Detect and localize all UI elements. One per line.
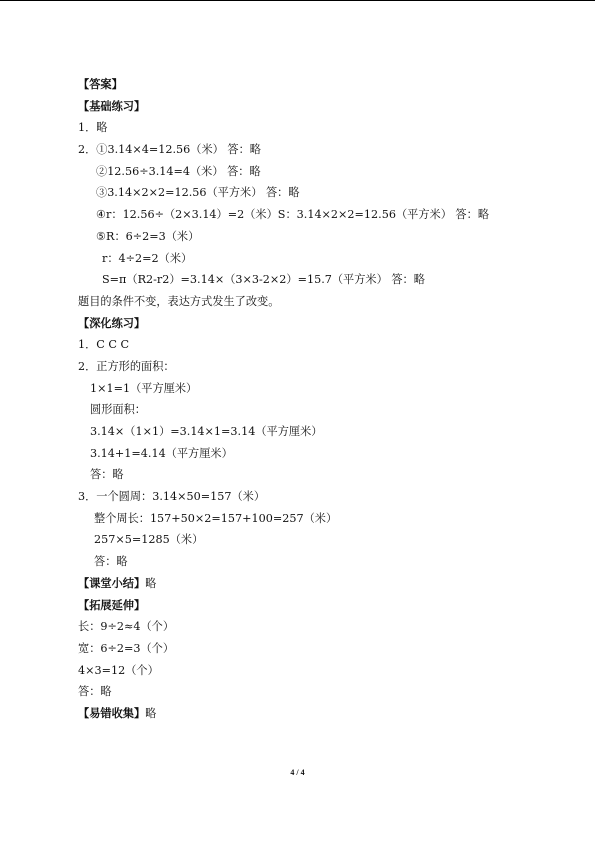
- answer-line: 长：9÷2≈4（个）: [78, 620, 175, 634]
- answer-line: 1．略: [78, 121, 108, 135]
- top-border-line: [0, 0, 595, 1]
- section-heading-deepening-practice: 【深化练习】: [78, 315, 146, 330]
- answer-line: 3.14×（1×1）=3.14×1=3.14（平方厘米）: [90, 425, 323, 438]
- answer-line: 257×5=1285（米）: [94, 533, 204, 547]
- answer-line: 整个周长：157+50×2=157+100=257（米）: [94, 511, 338, 525]
- answer-line: 题目的条件不变，表达方式发生了改变。: [78, 294, 280, 308]
- answer-document: [78, 74, 538, 725]
- answer-line: 圆形面积：: [90, 403, 146, 417]
- answer-line: 2．正方形的面积：: [78, 359, 175, 373]
- section-heading-basic-practice: 【基础练习】: [78, 98, 146, 113]
- answer-text: 略: [145, 576, 157, 590]
- answer-line: S=π（R2-r2）=3.14×（3×3-2×2）=15.7（平方米） 答：略: [102, 273, 425, 287]
- answer-line: 2．①3.14×4=12.56（米） 答：略: [78, 143, 261, 157]
- page-number: 4 / 4: [290, 768, 305, 777]
- answer-line: 3.14+1=4.14（平方厘米）: [90, 446, 233, 460]
- section-heading-class-summary: 【课堂小结】: [78, 575, 146, 590]
- answer-line: ④r：12.56÷（2×3.14）=2（米）S：3.14×2×2=12.56（平方米） 答：略: [96, 208, 490, 222]
- section-heading-extension: 【拓展延伸】: [78, 597, 146, 612]
- answer-line: r：4÷2=2（米）: [102, 251, 193, 265]
- answer-line: 答：略: [94, 555, 128, 569]
- answer-line: ②12.56÷3.14=4（米） 答：略: [96, 164, 261, 178]
- section-row-error-collection: [78, 703, 538, 725]
- answer-line: 1．C C C: [78, 338, 130, 352]
- answer-line: 答：略: [78, 685, 112, 699]
- section-row-summary: [78, 573, 538, 595]
- answer-line: 1×1=1（平方厘米）: [90, 381, 198, 395]
- answer-line: ③3.14×2×2=12.56（平方米） 答：略: [96, 186, 300, 200]
- answer-line: 宽：6÷2=3（个）: [78, 641, 175, 655]
- answer-line: 3．一个圆周：3.14×50=157（米）: [78, 490, 266, 504]
- section-heading-answers: 【答案】: [78, 77, 123, 91]
- answer-text: 略: [145, 706, 157, 720]
- answer-line: ⑤R：6÷2=3（米）: [96, 229, 200, 243]
- answer-line: 4×3=12（个）: [78, 663, 159, 677]
- answer-line: 答：略: [90, 468, 124, 482]
- section-heading-error-collection: 【易错收集】: [78, 705, 146, 720]
